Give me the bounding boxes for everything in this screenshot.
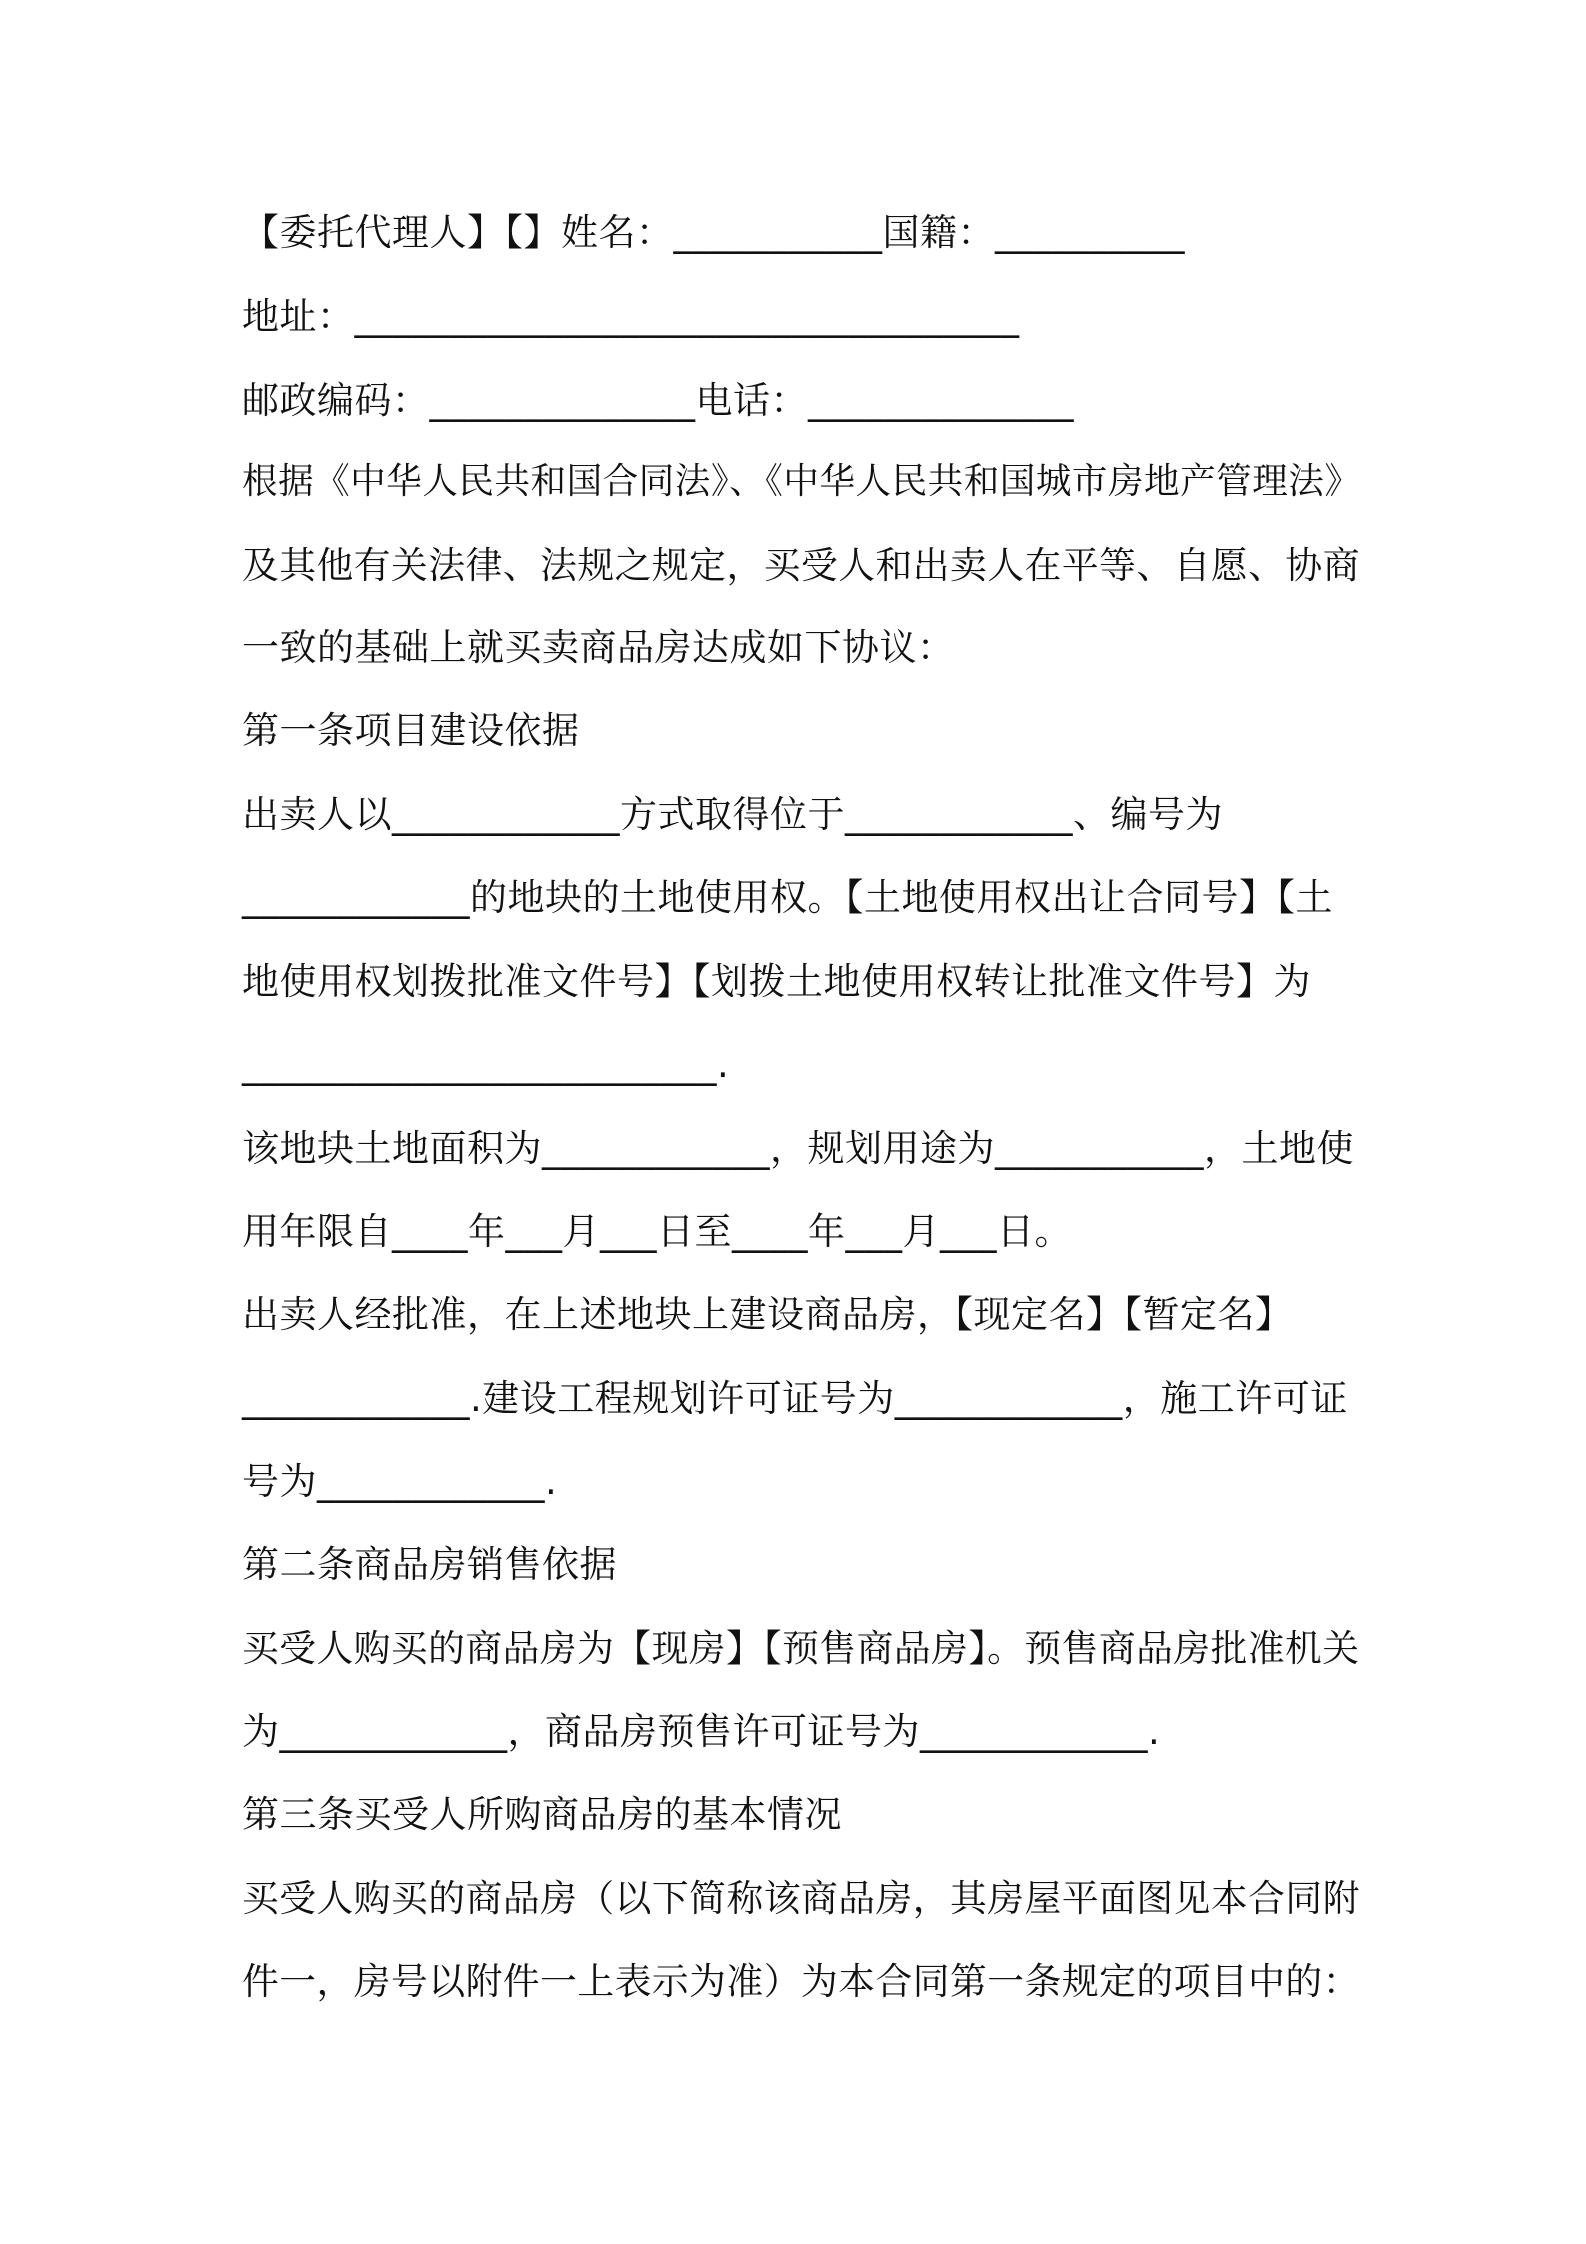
text-line-approval-1: 出卖人经批准，在上述地块上建设商品房，【现定名】【暂定名】 [242,1293,1293,1336]
text-line-legal-basis-2: 及其他有关法律、法规之规定，买受人和出卖人在平等、自愿、协商 [242,544,1360,587]
text-line-postcode-phone: 邮政编码：______________电话：______________ [242,379,1074,422]
text-line-article1-2: ____________的地块的土地使用权。【土地使用权出让合同号】【土 [242,876,1333,919]
text-line-approval-2: ____________.建设工程规划许可证号为____________，施工许可证 [242,1377,1348,1420]
article-heading-1: 第一条项目建设依据 [242,709,580,752]
text-line-legal-basis-1: 根据《中华人民共和国合同法》、《中华人民共和国城市房地产管理法》 [242,461,1361,502]
article-heading-3: 第三条买受人所购商品房的基本情况 [242,1793,842,1836]
text-line-approval-3: 号为____________. [242,1460,558,1503]
text-line-article2-2: 为____________，商品房预售许可证号为____________. [242,1710,1161,1753]
text-line-article3-2: 件一，房号以附件一上表示为准）为本合同第一条规定的项目中的： [242,1960,1360,2003]
text-line-article1-1: 出卖人以____________方式取得位于____________、编号为 [242,793,1223,836]
text-line-legal-basis-3: 一致的基础上就买卖商品房达成如下协议： [242,626,955,669]
text-line-article2-1: 买受人购买的商品房为【现房】【预售商品房】。预售商品房批准机关 [242,1627,1360,1670]
text-line-address: 地址：___________________________________ [242,295,1020,338]
text-line-agent: 【委托代理人】【】姓名：___________国籍：__________ [242,211,1185,254]
text-line-article1-3: 地使用权划拨批准文件号】【划拨土地使用权转让批准文件号】为 [242,960,1311,1003]
article-heading-2: 第二条商品房销售依据 [242,1543,617,1586]
text-line-article3-1: 买受人购买的商品房（以下简称该商品房，其房屋平面图见本合同附 [242,1877,1360,1920]
text-line-article1-4: _________________________. [242,1043,730,1086]
text-line-land-area: 该地块土地面积为____________，规划用途为___________，土地使 [242,1127,1354,1170]
text-line-land-term: 用年限自____年___月___日至____年___月___日。 [242,1210,1072,1253]
